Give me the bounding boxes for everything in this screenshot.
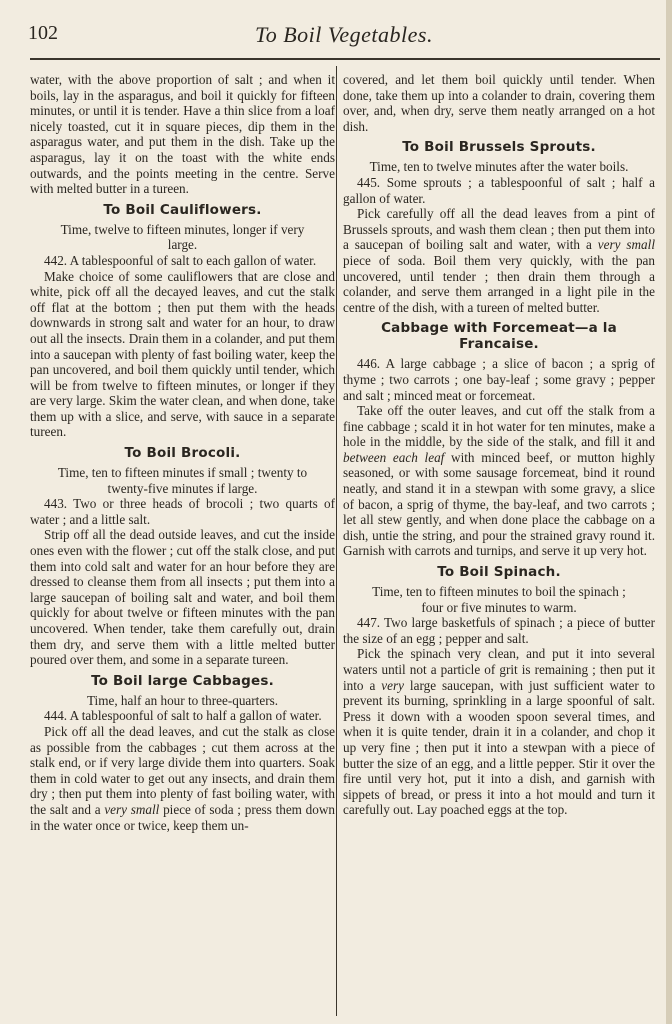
recipe-442-method: Make choice of some cauliflowers that are close and white, pick off all the decayed leaves, and cut the stalk off flat at the bottom ; then put them with the heads downwards in strong salt and water for an hour, to draw out all the insects. Drain them in a colander, and put them into a saucepan with plenty of fast boiling water, keep the pan uncovered, and boil them quickly until tender, which will be from twelve to fifteen minutes, or longer if they are very large. Skim the water clean, and when done, take them up with a slice, and serve, with sauce in a separate tureen. bbox=[30, 268, 335, 440]
recipe-447-ingredients: 447. Two large basketfuls of spinach ; a piece of butter the size of an egg ; pepper and salt. bbox=[343, 615, 655, 646]
text-run: with minced beef, or mutton highly seasoned, or with some sausage forcemeat, bind it round neatly, and stand it in a stewpan with some gravy, a slice of bacon, a sprig of thyme, the bay-leaf, and two carrots ; let all stew gently, and when done place the cabbage on a dish, untie the string, and pour the strained gravy round it. Garnish with carrots and turnips, and serve it up very hot. bbox=[343, 449, 655, 559]
heading-cabbage-forcemeat: Cabbage with Forcemeat—a la Francaise. bbox=[381, 320, 617, 353]
text-run: Pick the spinach very clean, and put it into several waters until not a particle of grit is remaining ; then put it into a bbox=[343, 646, 655, 693]
left-column bbox=[30, 72, 335, 833]
recipe-446-ingredients: 446. A large cabbage ; a slice of bacon ; a sprig of thyme ; two carrots ; one bay-leaf ; some gravy ; pepper and salt ; minced meat or forcemeat. bbox=[343, 356, 655, 403]
italic-emphasis: very small bbox=[597, 237, 655, 253]
recipe-446-method bbox=[343, 403, 655, 559]
text-run: large saucepan, with just sufficient water to prevent its burning, sprinkling in a large spoonful of salt. Press it down with a wooden spoon several times, and when it is quite tender, drain it in a colander, and chop it up very fine ; then put it into a stewpan with a piece of butter the size of an egg, and a little pepper. Stir it over the fire until very hot, put it into a dish, and garnish with sippets of bread, or press it into a hot mould and turn it carefully out. Lay poached eggs at the top. bbox=[343, 677, 655, 818]
paragraph-cabbage-end: covered, and let them boil quickly until tender. When done, take them up into a colander to drain, covering them over, and, when dry, serve them neatly arranged on a hot dish. bbox=[343, 72, 655, 134]
heading-cauliflowers: To Boil Cauliflowers. bbox=[103, 201, 262, 218]
heading-spinach: To Boil Spinach. bbox=[437, 564, 561, 581]
heading-brocoli: To Boil Brocoli. bbox=[124, 445, 241, 462]
time-cauliflowers: Time, twelve to fifteen minutes, longer if very large. bbox=[60, 221, 305, 253]
time-cabbages: Time, half an hour to three-quarters. bbox=[86, 692, 279, 708]
page-edge bbox=[666, 0, 672, 1024]
text-run: Pick carefully off all the dead leaves from a pint of Brussels sprouts, and wash them clean ; then put them into a saucepan of boiling salt and water, with a bbox=[343, 206, 655, 253]
italic-emphasis: very small bbox=[104, 801, 160, 817]
running-header bbox=[28, 22, 660, 56]
text-run: piece of soda. Boil them very quickly, with the pan uncovered, until tender ; then drain them through a colander, and serve them arranged in a light pile in the centre of the dish, with a tureen of melted butter. bbox=[343, 252, 655, 315]
recipe-444-ingredients: 444. A tablespoonful of salt to half a gallon of water. bbox=[44, 708, 322, 724]
column-divider bbox=[336, 66, 337, 1016]
recipe-447-method bbox=[343, 646, 655, 818]
recipe-444-method bbox=[30, 724, 335, 833]
recipe-445-method bbox=[343, 206, 655, 315]
header-rule bbox=[30, 58, 660, 60]
recipe-442-ingredients: 442. A tablespoonful of salt to each gallon of water. bbox=[44, 252, 317, 268]
time-spinach: Time, ten to fifteen minutes to boil the spinach ; four or five minutes to warm. bbox=[372, 584, 626, 615]
page-number: 102 bbox=[28, 22, 58, 44]
text-run: piece of soda ; press them down in the water once or twice, keep them un- bbox=[30, 801, 335, 833]
italic-emphasis: between each leaf bbox=[343, 449, 445, 465]
recipe-443-method: Strip off all the dead outside leaves, and cut the inside ones even with the flower ; cut off the stalk close, and put them into cold salt and water for an hour before they are dressed to cleanse them from all insects ; put them into a large saucepan of boiling salt and water, and boil them quickly for about twelve or fifteen minutes with the pan uncovered. When tender, take them carefully out, drain them dry, and serve them with a little melted butter poured over them, and some in a separate tureen. bbox=[30, 527, 335, 668]
right-column bbox=[343, 72, 655, 818]
recipe-443-ingredients: 443. Two or three heads of brocoli ; two quarts of water ; and a little salt. bbox=[30, 496, 335, 527]
italic-emphasis: very bbox=[381, 677, 404, 693]
running-title: To Boil Vegetables. bbox=[255, 22, 433, 47]
recipe-445-ingredients: 445. Some sprouts ; a tablespoonful of salt ; half a gallon of water. bbox=[343, 174, 655, 206]
paragraph-asparagus-end: water, with the above proportion of salt ; and when it boils, lay in the asparagus, and boil it quickly for fifteen minutes, or until it is tender. Have a thin slice from a loaf nicely toasted, cut it in square pieces, dip them in the asparagus water, and put them in the dish. Take up the asparagus, lay it on the toast with the white ends outwards, and the points meeting in the centre. Serve with melted butter in a tureen. bbox=[30, 72, 335, 197]
heading-brussels-sprouts: To Boil Brussels Sprouts. bbox=[402, 139, 596, 156]
text-run: Pick off all the dead leaves, and cut the stalk as close as possible from the cabbages ; cut them across at the stalk end, or if very large divide them into quarters. Soak them in cold water to get out any insects, and drain them dry ; then put them into plenty of fast boiling water, with the salt and a bbox=[30, 723, 335, 817]
text-run: Take off the outer leaves, and cut off the stalk from a fine cabbage ; scald it in hot water for ten minutes, make a hole in the middle, by the side of the stalk, and fill it and bbox=[343, 403, 655, 450]
time-brussels: Time, ten to twelve minutes after the water boils. bbox=[369, 159, 629, 175]
heading-large-cabbages: To Boil large Cabbages. bbox=[91, 672, 274, 689]
time-brocoli: Time, ten to fifteen minutes if small ; twenty to twenty-five minutes if large. bbox=[57, 465, 308, 496]
